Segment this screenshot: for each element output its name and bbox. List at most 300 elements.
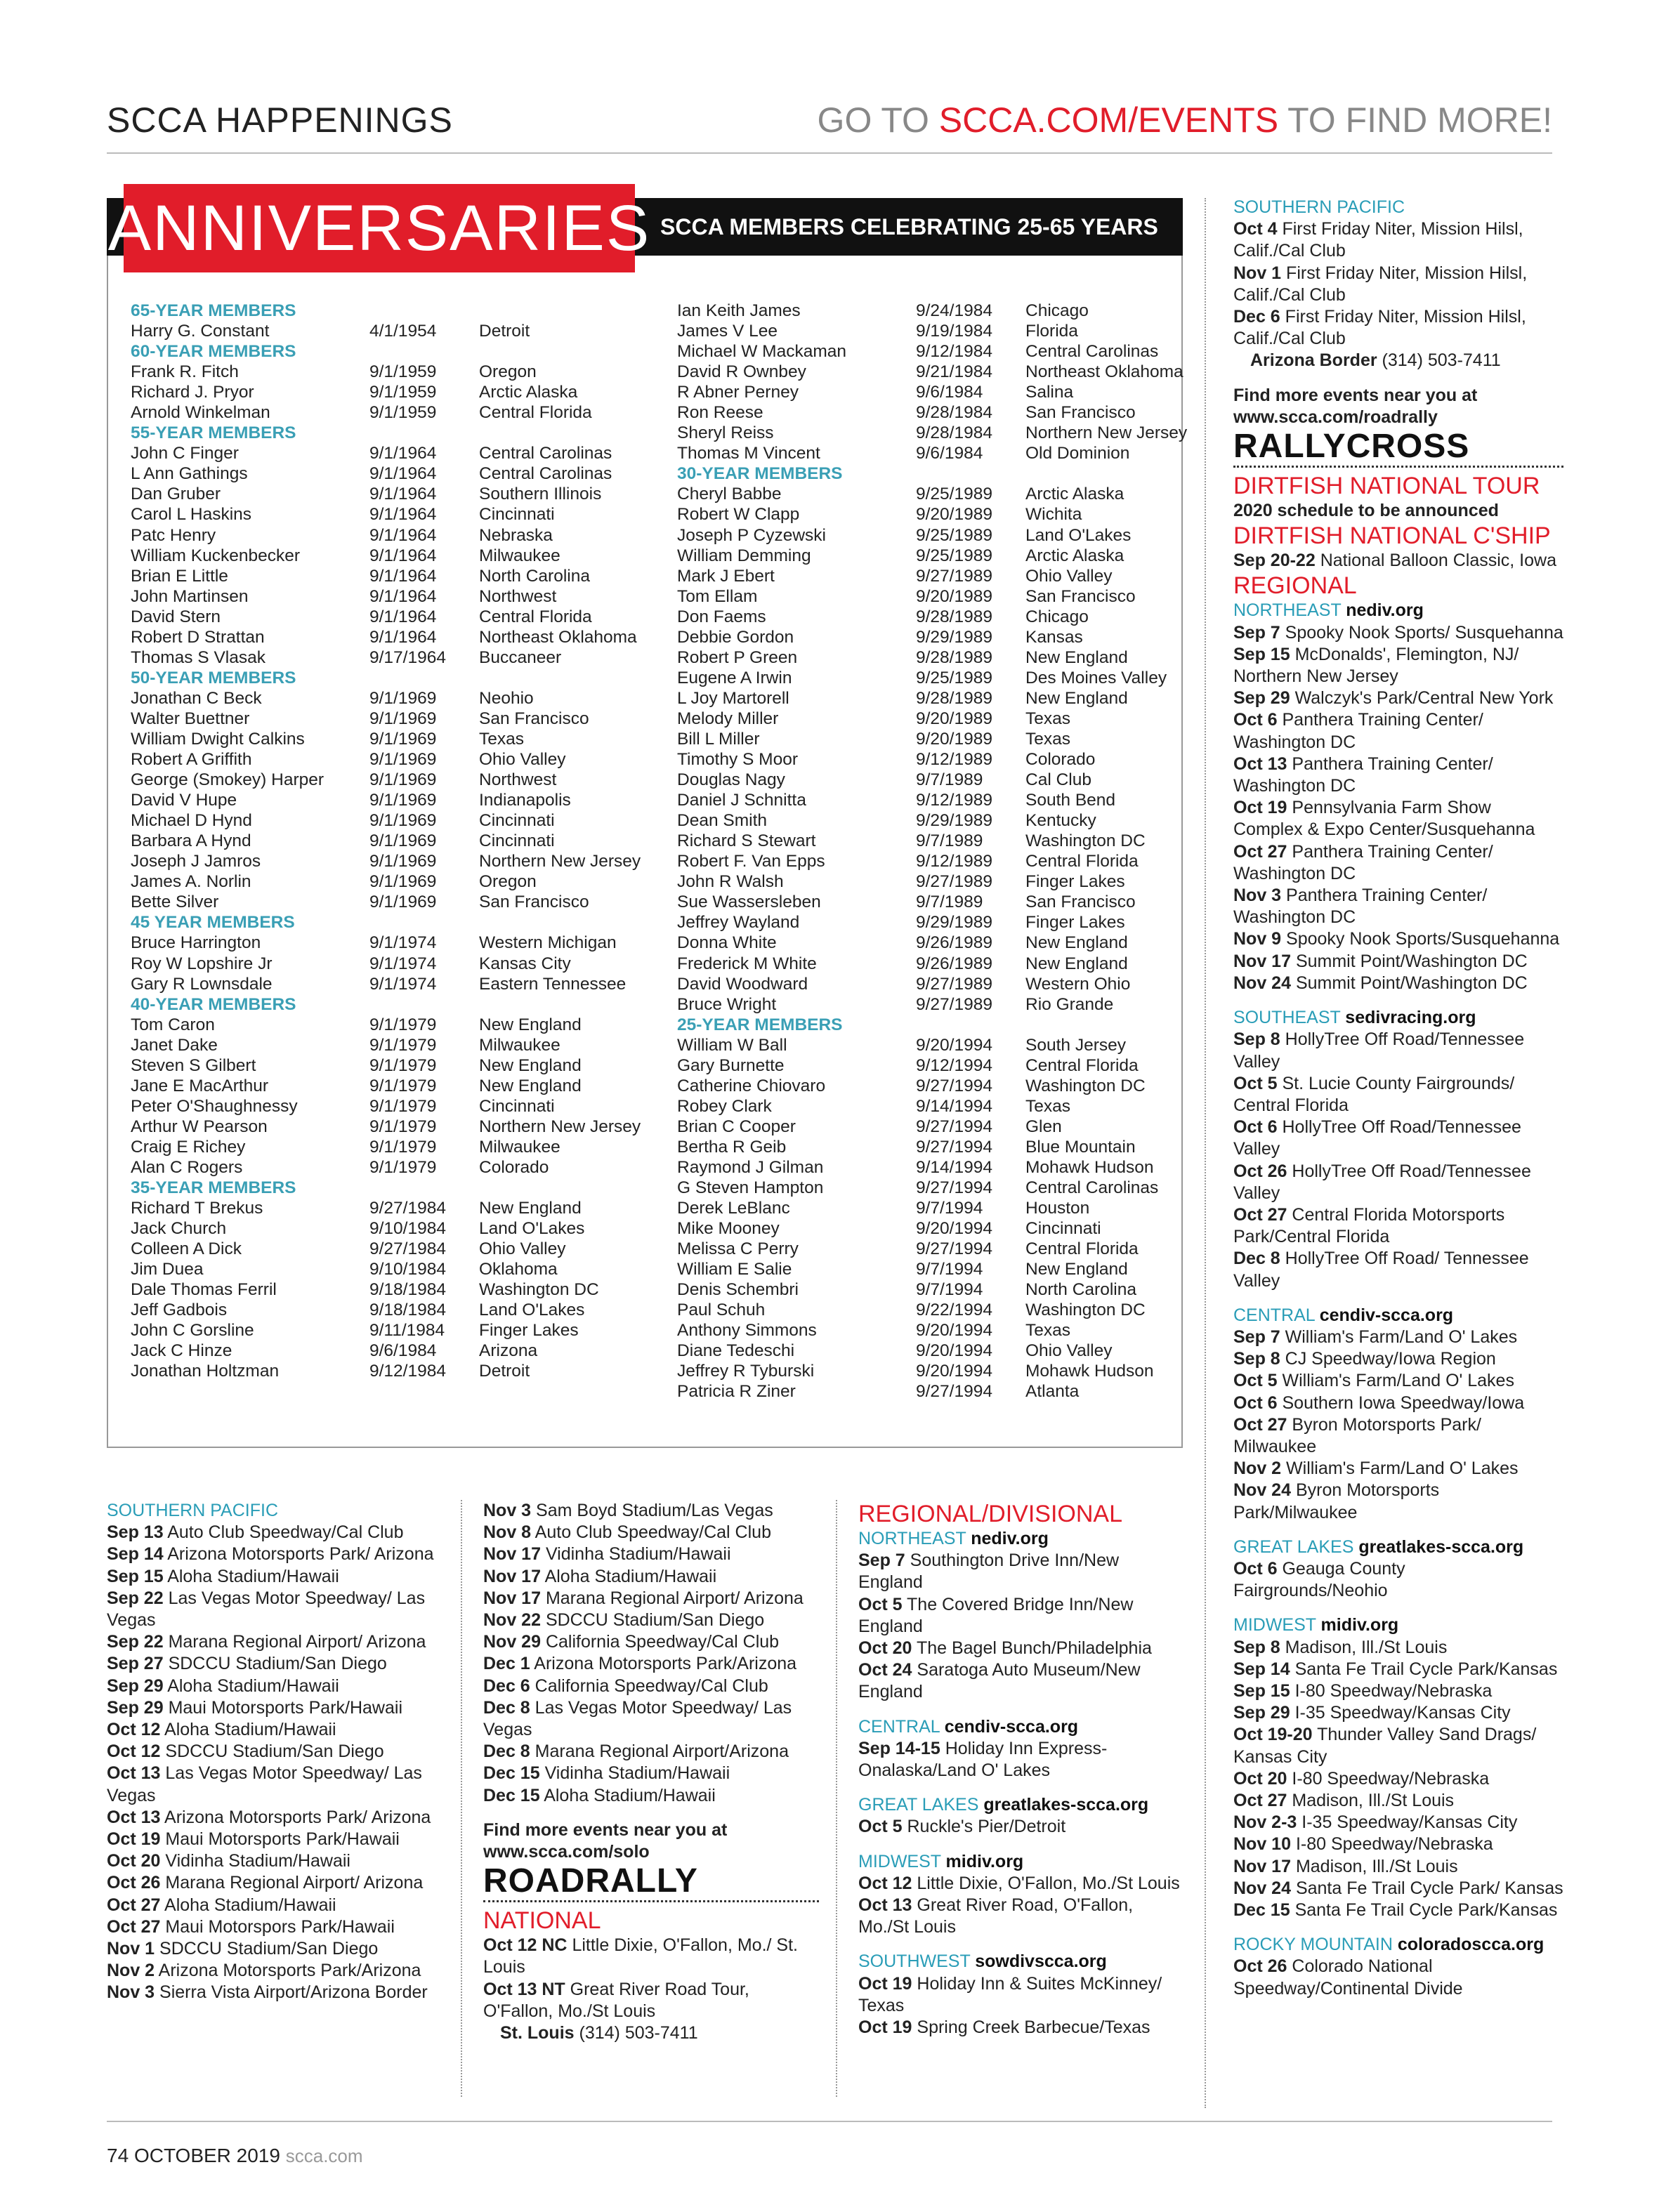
member-region: Central Florida — [1025, 1239, 1139, 1259]
event-location: Byron Motorsports Park/Milwaukee — [1233, 1480, 1440, 1522]
contact-name: Arizona Border — [1250, 350, 1377, 371]
event-item — [107, 1719, 458, 1741]
event-location: First Friday Niter, Mission Hilsl, Calif./Cal Club — [1233, 307, 1526, 349]
event-date: Oct 12 — [107, 1720, 161, 1740]
region-name: CENTRAL — [1233, 1305, 1315, 1325]
event-item — [483, 1609, 819, 1631]
anniversary-column-1 — [131, 301, 641, 1381]
member-date: 9/1/1969 — [369, 811, 437, 831]
event-location: Panthera Training Center/ Washington DC — [1233, 710, 1483, 752]
event-location: Aloha Stadium/Hawaii — [167, 1566, 339, 1586]
region-website[interactable]: midiv.org — [945, 1851, 1024, 1871]
anniversaries-subtitle: SCCA MEMBERS CELEBRATING 25-65 YEARS — [660, 213, 1158, 239]
member-date: 9/20/1994 — [916, 1362, 992, 1381]
event-date: Nov 2 — [1233, 1459, 1282, 1479]
event-date: Nov 29 — [483, 1632, 541, 1652]
member-name: Jim Duea — [131, 1260, 204, 1279]
member-region: Central Carolinas — [1025, 342, 1159, 362]
event-item — [483, 1935, 819, 1978]
member-row — [131, 402, 641, 423]
event-date: Oct 20 — [858, 1638, 912, 1659]
region-website[interactable]: greatlakes-scca.org — [983, 1795, 1149, 1815]
member-row — [677, 994, 1187, 1015]
event-date: Sep 14-15 — [858, 1738, 940, 1758]
event-item — [1233, 218, 1563, 262]
event-date: Oct 12 — [858, 1873, 912, 1893]
member-region: Oregon — [479, 872, 537, 892]
region-heading — [1233, 600, 1563, 621]
event-date: Oct 19 — [858, 2017, 912, 2038]
event-date: Oct 24 — [858, 1660, 912, 1680]
member-region: Oregon — [479, 362, 537, 382]
region-website[interactable]: cendiv-scca.org — [944, 1716, 1079, 1737]
member-name: Jack Church — [131, 1219, 227, 1239]
member-date: 9/25/1989 — [916, 485, 992, 504]
member-date: 9/27/1994 — [916, 1076, 992, 1095]
member-date: 9/1/1964 — [369, 607, 437, 626]
member-region: San Francisco — [479, 893, 589, 912]
member-row — [677, 1198, 1187, 1218]
event-date: Nov 2-3 — [1233, 1812, 1297, 1833]
member-row — [677, 688, 1187, 709]
promo-prefix: GO TO — [817, 100, 939, 140]
member-region: Arctic Alaska — [1025, 546, 1124, 565]
member-group-heading: 50-YEAR MEMBERS — [131, 668, 296, 687]
member-group-heading: 55-YEAR MEMBERS — [131, 423, 296, 443]
member-row — [131, 1218, 641, 1239]
member-date: 9/27/1994 — [916, 1382, 992, 1402]
member-region: Milwaukee — [479, 1035, 560, 1055]
member-region: Central Florida — [1025, 1055, 1139, 1075]
member-region: Northwest — [479, 586, 557, 606]
member-row — [677, 729, 1187, 749]
event-location: SDCCU Stadium/San Diego — [165, 1742, 384, 1762]
member-name: Jane E MacArthur — [131, 1076, 269, 1095]
region-website[interactable]: nediv.org — [1346, 600, 1424, 621]
event-item — [107, 1938, 458, 1960]
member-row — [677, 831, 1187, 851]
member-region: Texas — [1025, 1321, 1071, 1341]
events-link[interactable]: SCCA.COM/EVENTS — [938, 100, 1279, 140]
section-heading: ROADRALLY — [483, 1862, 698, 1900]
member-date: 9/1/1969 — [369, 750, 437, 770]
member-region: Ohio Valley — [1025, 1341, 1113, 1361]
member-row — [677, 546, 1187, 566]
event-date: Dec 6 — [1233, 307, 1280, 327]
member-row — [677, 851, 1187, 871]
member-name: Cheryl Babbe — [677, 485, 782, 504]
member-name: William E Salie — [677, 1260, 792, 1279]
member-date: 9/25/1989 — [916, 546, 992, 565]
member-region: New England — [479, 1055, 582, 1075]
event-date: Oct 27 — [1233, 841, 1287, 862]
member-date: 9/18/1984 — [369, 1301, 446, 1320]
event-date: Sep 15 — [1233, 1680, 1290, 1701]
member-name: Michael D Hynd — [131, 811, 252, 831]
member-name: Joseph P Cyzewski — [677, 525, 826, 545]
event-date: Oct 27 — [107, 1916, 161, 1937]
region-name: SOUTHERN PACIFIC — [107, 1501, 278, 1520]
event-item — [107, 1522, 458, 1543]
member-row — [677, 1341, 1187, 1361]
region-website[interactable]: sedivracing.org — [1345, 1008, 1476, 1028]
member-name: Jack C Hinze — [131, 1341, 232, 1361]
event-location: Santa Fe Trail Cycle Park/Kansas — [1294, 1659, 1558, 1679]
member-region: Arctic Alaska — [1025, 485, 1124, 504]
member-row — [131, 586, 641, 607]
member-region: Cincinnati — [479, 1096, 555, 1116]
section-heading: RALLYCROSS — [1233, 428, 1470, 466]
member-name: Bruce Harrington — [131, 933, 261, 953]
member-date: 9/1/1979 — [369, 1096, 437, 1116]
event-location: SDCCU Stadium/San Diego — [545, 1610, 765, 1631]
member-region: New England — [1025, 933, 1128, 953]
event-date: Nov 17 — [1233, 1856, 1291, 1876]
member-row — [131, 1096, 641, 1117]
member-region: Salina — [1025, 383, 1074, 402]
region-website[interactable]: coloradoscca.org — [1397, 1935, 1545, 1955]
event-date: Sep 20-22 — [1233, 551, 1316, 571]
member-region: New England — [479, 1076, 582, 1095]
event-date: Oct 5 — [1233, 1073, 1278, 1093]
member-region: Cincinnati — [479, 811, 555, 831]
member-date: 9/22/1994 — [916, 1301, 992, 1320]
member-region: Milwaukee — [479, 1137, 560, 1157]
event-item — [107, 1982, 458, 2003]
member-region: Houston — [1025, 1199, 1090, 1218]
event-location: William's Farm/Land O' Lakes — [1282, 1371, 1514, 1391]
event-item — [107, 1872, 458, 1894]
event-date: Sep 13 — [107, 1522, 164, 1543]
member-region: Washington DC — [1025, 1076, 1146, 1095]
event-location: Southington Drive Inn/New England — [858, 1551, 1120, 1593]
event-item — [1233, 841, 1563, 885]
member-name: Diane Tedeschi — [677, 1341, 795, 1361]
event-date: Nov 17 — [483, 1566, 541, 1586]
member-date: 9/11/1984 — [369, 1321, 445, 1341]
event-item — [1233, 687, 1563, 709]
spacer — [1233, 372, 1563, 385]
anniversaries-title: ANNIVERSARIES — [124, 184, 635, 272]
member-group-heading: 60-YEAR MEMBERS — [131, 342, 296, 362]
member-name: Barbara A Hynd — [131, 831, 251, 851]
event-item — [107, 1588, 458, 1631]
member-date: 9/1/1979 — [369, 1076, 437, 1095]
member-name: David Stern — [131, 607, 221, 626]
member-date: 9/25/1989 — [916, 668, 992, 687]
member-row — [131, 607, 641, 627]
member-region: Washington DC — [1025, 831, 1146, 851]
region-heading — [858, 1951, 1187, 1973]
event-date: Sep 14 — [107, 1544, 164, 1565]
event-location: Arizona Motorsports Park/ Arizona — [164, 1807, 431, 1827]
member-date: 9/1/1969 — [369, 688, 437, 708]
member-name: Tom Ellam — [677, 586, 758, 606]
member-region: Arctic Alaska — [479, 383, 578, 402]
member-group-heading: 25-YEAR MEMBERS — [677, 1015, 843, 1034]
event-date: Sep 22 — [107, 1632, 164, 1652]
member-name: Ron Reese — [677, 403, 763, 423]
member-row — [131, 954, 641, 974]
member-region: South Jersey — [1025, 1035, 1126, 1055]
member-date: 9/10/1984 — [369, 1260, 446, 1279]
event-date: Oct 5 — [858, 1817, 903, 1837]
event-item — [1233, 951, 1563, 973]
member-date: 9/1/1969 — [369, 729, 437, 749]
event-item — [107, 1676, 458, 1697]
member-date: 9/21/1984 — [916, 362, 992, 382]
member-name: Anthony Simmons — [677, 1321, 817, 1341]
member-date: 9/12/1989 — [916, 750, 992, 770]
member-name: Janet Dake — [131, 1035, 218, 1055]
category-heading: NATIONAL — [483, 1907, 601, 1935]
event-date: Nov 17 — [483, 1588, 541, 1608]
member-date: 9/1/1979 — [369, 1015, 437, 1034]
member-row — [677, 1259, 1187, 1279]
region-heading — [858, 1528, 1187, 1550]
event-location: Marana Regional Airport/Arizona — [535, 1742, 789, 1762]
member-region: Colorado — [1025, 750, 1096, 770]
spacer — [1233, 1921, 1563, 1934]
member-region: Texas — [1025, 709, 1071, 728]
member-date: 9/14/1994 — [916, 1157, 992, 1177]
member-region: Southern Illinois — [479, 485, 602, 504]
region-website[interactable]: sowdivscca.org — [975, 1951, 1107, 1972]
event-date: Sep 8 — [1233, 1349, 1280, 1369]
member-name: Steven S Gilbert — [131, 1055, 256, 1075]
event-location: William's Farm/Land O' Lakes — [1286, 1459, 1519, 1479]
event-date: Dec 15 — [483, 1785, 540, 1805]
member-name: Brian E Little — [131, 566, 228, 586]
event-location: Holiday Inn Express-Onalaska/Land O' Lakes — [858, 1738, 1108, 1781]
event-location: Auto Club Speedway/Cal Club — [167, 1522, 404, 1543]
region-website[interactable]: nediv.org — [971, 1529, 1049, 1548]
member-date: 9/29/1989 — [916, 811, 992, 831]
event-item — [1233, 1768, 1563, 1790]
event-date: Oct 12 — [107, 1742, 161, 1762]
event-date: Sep 29 — [107, 1676, 164, 1696]
member-region: Detroit — [479, 322, 530, 341]
member-name: David V Hupe — [131, 791, 237, 810]
member-region: New England — [479, 1199, 582, 1218]
member-date: 9/27/1984 — [369, 1239, 446, 1259]
member-date: 9/7/1994 — [916, 1199, 983, 1218]
event-item — [1233, 1480, 1563, 1523]
event-item — [1233, 1702, 1563, 1724]
member-row — [131, 1259, 641, 1279]
member-name: William Kuckenbecker — [131, 546, 300, 565]
event-location: The Bagel Bunch/Philadelphia — [916, 1638, 1152, 1659]
info-line: www.scca.com/roadrally — [1233, 407, 1438, 427]
member-name: Thomas M Vincent — [677, 444, 820, 463]
member-name: Roy W Lopshire Jr — [131, 954, 273, 973]
event-date: Dec 15 — [483, 1763, 540, 1784]
member-row — [131, 729, 641, 749]
member-region: Western Ohio — [1025, 974, 1131, 994]
member-date: 9/6/1984 — [916, 444, 983, 463]
member-name: Catherine Chiovaro — [677, 1076, 826, 1095]
event-date: Oct 26 — [1233, 1161, 1287, 1181]
event-item — [1233, 263, 1563, 306]
member-row — [131, 831, 641, 851]
member-region: Central Florida — [479, 607, 592, 626]
spacer — [858, 1782, 1187, 1794]
info-line: Find more events near you at — [1233, 385, 1478, 405]
event-date: Dec 8 — [483, 1742, 530, 1762]
member-date: 9/1/1979 — [369, 1117, 437, 1136]
member-name: Douglas Nagy — [677, 770, 785, 790]
event-item — [858, 1550, 1187, 1593]
event-location: Little Dixie, O'Fallon, Mo./St Louis — [917, 1873, 1180, 1893]
issue-date: OCTOBER 2019 — [133, 2145, 280, 2166]
member-region: Ohio Valley — [479, 1239, 566, 1259]
site-link[interactable]: scca.com — [285, 2145, 363, 2166]
member-date: 9/1/1964 — [369, 586, 437, 606]
member-date: 9/12/1989 — [916, 852, 992, 871]
event-item — [483, 1588, 819, 1609]
event-location: Las Vegas Motor Speedway/ Las Vegas — [483, 1697, 792, 1740]
event-item — [1233, 797, 1563, 841]
region-website[interactable]: greatlakes-scca.org — [1358, 1536, 1524, 1557]
region-name: MIDWEST — [858, 1851, 941, 1871]
member-row — [677, 627, 1187, 647]
event-location: I-35 Speedway/Kansas City — [1301, 1812, 1518, 1833]
member-name: Robert P Green — [677, 647, 798, 667]
event-location: Pennsylvania Farm Show Complex & Expo Center/Susquehanna — [1233, 798, 1535, 840]
region-heading — [858, 1794, 1187, 1816]
member-region: Chicago — [1025, 301, 1089, 320]
member-group-heading: 35-YEAR MEMBERS — [131, 1178, 296, 1198]
region-heading — [858, 1716, 1187, 1738]
member-name: L Joy Martorell — [677, 688, 789, 708]
member-name: Eugene A Irwin — [677, 668, 792, 687]
member-name: Sheryl Reiss — [677, 423, 774, 443]
member-region: Florida — [1025, 322, 1078, 341]
member-date: 9/20/1994 — [916, 1341, 992, 1361]
event-item — [1233, 1458, 1563, 1480]
member-date: 9/1/1964 — [369, 505, 437, 525]
event-date: Nov 3 — [107, 1982, 155, 2003]
event-date: Nov 17 — [1233, 951, 1291, 971]
member-region: Land O'Lakes — [1025, 525, 1132, 545]
member-region: Central Carolinas — [479, 464, 612, 484]
event-location: Panthera Training Center/ Washington DC — [1233, 753, 1493, 796]
member-date: 9/14/1994 — [916, 1096, 992, 1116]
dotted-rule — [483, 1900, 819, 1902]
member-date: 9/1/1959 — [369, 403, 437, 423]
member-date: 9/1/1964 — [369, 627, 437, 647]
column-divider — [1205, 198, 1206, 2108]
event-item — [1233, 753, 1563, 797]
info-line: www.scca.com/solo — [483, 1842, 650, 1862]
event-date: Sep 22 — [107, 1588, 164, 1608]
event-item — [1233, 1204, 1563, 1248]
member-date: 9/20/1994 — [916, 1321, 992, 1341]
member-date: 9/7/1994 — [916, 1280, 983, 1300]
member-date: 9/1/1969 — [369, 872, 437, 892]
member-date: 9/12/1984 — [369, 1362, 446, 1381]
event-location: William's Farm/Land O' Lakes — [1285, 1326, 1518, 1347]
member-row — [131, 647, 641, 668]
event-location: Santa Fe Trail Cycle Park/ Kansas — [1295, 1878, 1563, 1898]
member-row — [131, 321, 641, 341]
member-region: Glen — [1025, 1117, 1062, 1136]
event-location: SDCCU Stadium/San Diego — [159, 1939, 379, 1959]
member-name: Daniel J Schnitta — [677, 791, 806, 810]
column-divider — [836, 1500, 837, 2097]
member-row — [131, 851, 641, 871]
event-location: Aloha Stadium/Hawaii — [544, 1566, 717, 1586]
spacer — [858, 1938, 1187, 1951]
member-row — [131, 566, 641, 586]
member-date: 9/1/1964 — [369, 546, 437, 565]
event-date: Sep 29 — [1233, 688, 1290, 709]
member-name: Jeffrey R Tyburski — [677, 1362, 815, 1381]
member-date: 9/28/1989 — [916, 607, 992, 626]
member-region: Indianapolis — [479, 791, 571, 810]
member-row — [677, 301, 1187, 321]
member-name: Walter Buettner — [131, 709, 250, 728]
member-name: Bruce Wright — [677, 994, 777, 1014]
region-name: NORTHEAST — [1233, 600, 1342, 621]
event-date: Dec 8 — [483, 1697, 530, 1718]
member-region: Land O'Lakes — [479, 1301, 585, 1320]
event-location: Marana Regional Airport/ Arizona — [168, 1632, 426, 1652]
member-date: 9/7/1989 — [916, 831, 983, 851]
member-region: Eastern Tennessee — [479, 974, 627, 994]
event-date: Oct 5 — [858, 1594, 903, 1614]
event-location: Spooky Nook Sports/Susquehanna — [1286, 929, 1560, 949]
member-name: Bill L Miller — [677, 729, 760, 749]
member-name: L Ann Gathings — [131, 464, 248, 484]
member-date: 9/1/1964 — [369, 464, 437, 484]
event-location: California Speedway/Cal Club — [535, 1676, 768, 1696]
event-item — [1233, 1659, 1563, 1680]
member-date: 9/1/1964 — [369, 525, 437, 545]
event-location: Southern Iowa Speedway/Iowa — [1282, 1393, 1525, 1413]
member-region: Washington DC — [1025, 1301, 1146, 1320]
event-item — [483, 1631, 819, 1653]
member-row — [131, 790, 641, 810]
member-row — [131, 382, 641, 402]
event-item — [107, 1895, 458, 1916]
member-date: 9/1/1974 — [369, 933, 437, 953]
member-row — [677, 1117, 1187, 1137]
event-item — [1233, 928, 1563, 950]
member-name: Paul Schuh — [677, 1301, 766, 1320]
member-name: James V Lee — [677, 322, 778, 341]
member-name: William Dwight Calkins — [131, 729, 305, 749]
event-item — [107, 1763, 458, 1806]
event-date: Nov 2 — [107, 1961, 155, 1981]
event-item — [858, 1973, 1187, 2017]
spacer — [483, 1807, 819, 1819]
member-name: Mark J Ebert — [677, 566, 775, 586]
event-item — [1233, 1393, 1563, 1414]
event-location: SDCCU Stadium/San Diego — [168, 1654, 387, 1674]
event-location: Madison, Ill./St Louis — [1292, 1791, 1455, 1810]
event-date: Oct 27 — [107, 1895, 161, 1915]
region-website[interactable]: cendiv-scca.org — [1319, 1305, 1454, 1325]
event-item — [1233, 1900, 1563, 1921]
region-website[interactable]: midiv.org — [1320, 1615, 1399, 1635]
event-item — [1233, 1812, 1563, 1834]
event-location: I-80 Speedway/Nebraska — [1295, 1834, 1493, 1855]
event-location: HollyTree Off Road/ Tennessee Valley — [1233, 1249, 1529, 1291]
event-date: Sep 29 — [107, 1697, 164, 1718]
region-heading — [1233, 197, 1563, 218]
member-name: John R Walsh — [677, 872, 784, 892]
